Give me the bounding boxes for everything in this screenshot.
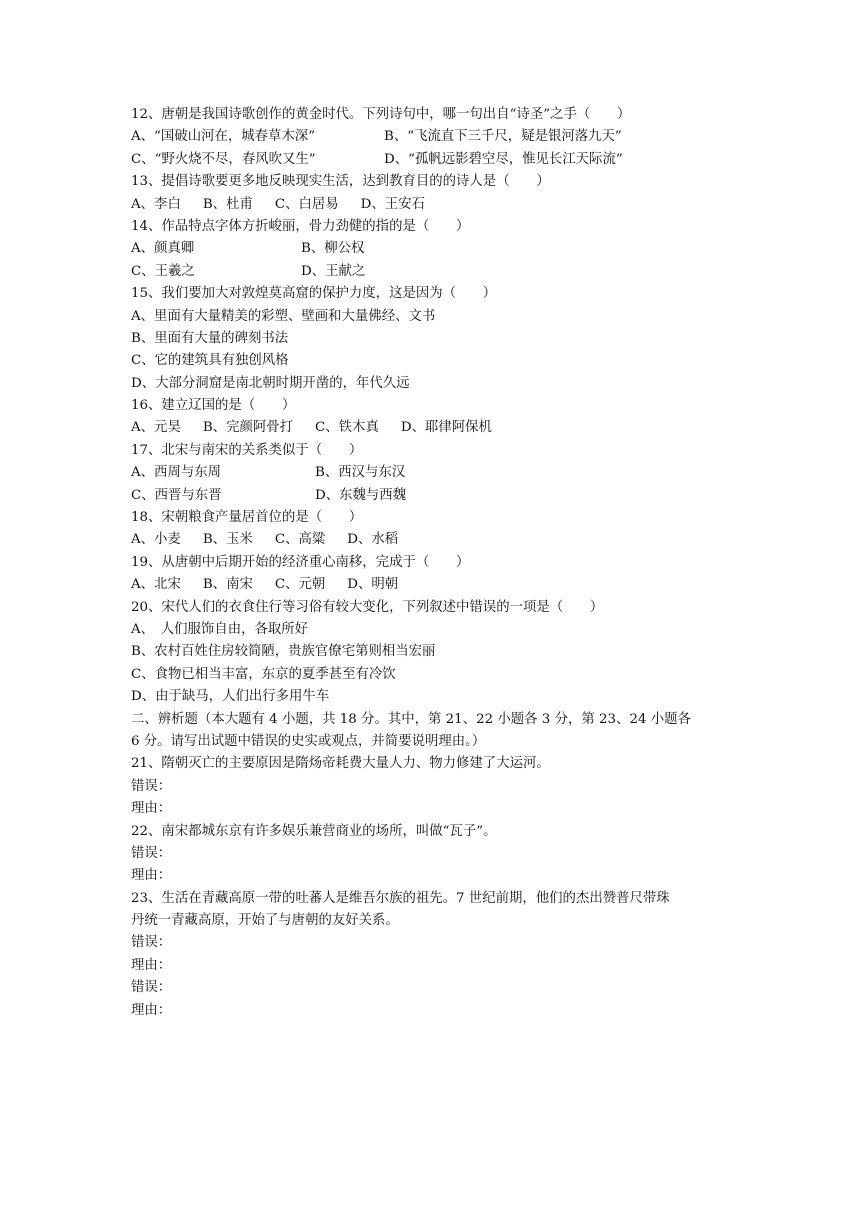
question-20-option-c: C、食物已相当丰富，东京的夏季甚至有冷饮 (131, 666, 396, 682)
question-23-stem-continued: 丹统一青藏高原，开始了与唐朝的友好关系。 (131, 913, 399, 929)
question-13-option-b: B、杜甫 (202, 196, 253, 212)
question-15-option-d: D、大部分洞窟是南北朝时期开凿的，年代久远 (131, 375, 410, 391)
question-16-option-d: D、耶律阿保机 (400, 420, 492, 436)
question-12-options-row-2 (131, 149, 751, 171)
question-17-option-c: C、西晋与东晋 (131, 487, 222, 503)
question-22-stem: 22、南宋都城东京有许多娱乐兼营商业的场所，叫做“瓦子”。 (131, 823, 497, 839)
question-17-option-a: A、西周与东周 (131, 465, 222, 481)
question-22-reason-label: 理由： (131, 868, 172, 884)
question-17-options-row-1 (131, 462, 751, 484)
question-20-option-b: B、农村百姓住房较简陋，贵族官僚宅第则相当宏丽 (131, 644, 436, 660)
question-14-stem: 14、作品特点字体方折峻丽，骨力劲健的指的是（ ） (131, 218, 470, 234)
question-16-option-a: A、元昊 (131, 420, 181, 436)
question-17-options-row-2 (131, 485, 751, 507)
question-18-options (131, 529, 751, 551)
question-13-option-d: D、王安石 (360, 196, 425, 212)
question-16-option-b: B、完颜阿骨打 (202, 420, 294, 436)
question-22-error-label: 错误： (131, 845, 172, 861)
section-2-heading: 二、辨析题（本大题有 4 小题，共 18 分。其中，第 21、22 小题各 3 分，第 23、24 小题各 (131, 711, 691, 727)
question-13-options (131, 194, 751, 216)
question-19-option-b: B、南宋 (202, 577, 253, 593)
question-14-option-b: B、柳公权 (301, 241, 365, 257)
question-17-option-d: D、东魏与西魏 (315, 487, 407, 503)
question-18-stem: 18、宋朝粮食产量居首位的是（ ） (131, 510, 363, 526)
question-19-options (131, 574, 751, 596)
question-17-option-b: B、西汉与东汉 (315, 465, 406, 481)
question-23-reason-label-2: 理由： (131, 1002, 172, 1018)
section-2-heading-continued: 6 分。请写出试题中错误的史实或观点，并简要说明理由。） (131, 733, 486, 749)
question-18-option-c: C、高粱 (274, 532, 326, 548)
question-14-option-c: C、王羲之 (131, 263, 195, 279)
question-20-stem: 20、宋代人们的衣食住行等习俗有较大变化，下列叙述中错误的一项是（ ） (131, 599, 604, 615)
question-18-option-b: B、玉米 (202, 532, 253, 548)
question-17-stem: 17、北宋与南宋的关系类似于（ ） (131, 442, 363, 458)
question-21-error-label: 错误： (131, 778, 172, 794)
question-13-stem: 13、提倡诗歌要更多地反映现实生活，达到教育目的的诗人是（ ） (131, 174, 550, 190)
question-19-stem: 19、从唐朝中后期开始的经济重心南移，完成于（ ） (131, 554, 470, 570)
question-16-stem: 16、建立辽国的是（ ） (131, 398, 296, 414)
question-23-reason-label-1: 理由： (131, 957, 172, 973)
question-12-option-d: D、“孤帆远影碧空尽，惟见长江天际流” (384, 151, 623, 167)
question-12-stem: 12、唐朝是我国诗歌创作的黄金时代。下列诗句中，哪一句出自“诗圣”之手（ ） (131, 107, 631, 122)
question-23-error-label-2: 错误： (131, 980, 172, 996)
question-21-stem: 21、隋朝灭亡的主要原因是隋炀帝耗费大量人力、物力修建了大运河。 (131, 756, 550, 772)
question-18-option-d: D、水稻 (347, 532, 399, 548)
question-15-stem: 15、我们要加大对敦煌莫高窟的保护力度，这是因为（ ） (131, 286, 497, 302)
question-20-option-d: D、由于缺马，人们出行多用牛车 (131, 689, 330, 705)
question-21-reason-label: 理由： (131, 801, 172, 817)
question-14-option-d: D、王献之 (301, 263, 366, 279)
question-20-option-a: A、 人们服饰自由，各取所好 (131, 621, 309, 637)
question-14-options-row-2 (131, 261, 751, 283)
question-18-option-a: A、小麦 (131, 532, 181, 548)
question-16-option-c: C、铁木真 (315, 420, 379, 436)
question-12-option-c: C、“野火烧不尽，春风吹又生” (131, 151, 316, 167)
question-19-option-d: D、明朝 (347, 577, 399, 593)
question-23-error-label-1: 错误： (131, 935, 172, 951)
question-19-option-c: C、元朝 (274, 577, 326, 593)
question-12-option-b: B、“飞流直下三千尺，疑是银河落九天” (384, 129, 622, 145)
question-15-option-a: A、里面有大量精美的彩塑、壁画和大量佛经、文书 (131, 308, 436, 324)
question-13-option-c: C、白居易 (274, 196, 339, 212)
question-14-options-row-1 (131, 238, 751, 260)
question-15-option-b: B、里面有大量的碑刻书法 (131, 330, 289, 346)
question-12-options-row-1 (131, 126, 751, 148)
question-12-option-a: A、“国破山河在，城春草木深” (131, 129, 316, 145)
question-16-options (131, 417, 751, 439)
question-15-option-c: C、它的建筑具有独创风格 (131, 353, 289, 369)
question-19-option-a: A、北宋 (131, 577, 181, 593)
question-13-option-a: A、李白 (131, 196, 181, 212)
question-23-stem: 23、生活在青藏高原一带的吐蕃人是维吾尔族的祖先。7 世纪前期，他们的杰出赞普尺带珠 (131, 890, 670, 906)
exam-page (131, 104, 751, 1022)
question-14-option-a: A、颜真卿 (131, 241, 195, 257)
